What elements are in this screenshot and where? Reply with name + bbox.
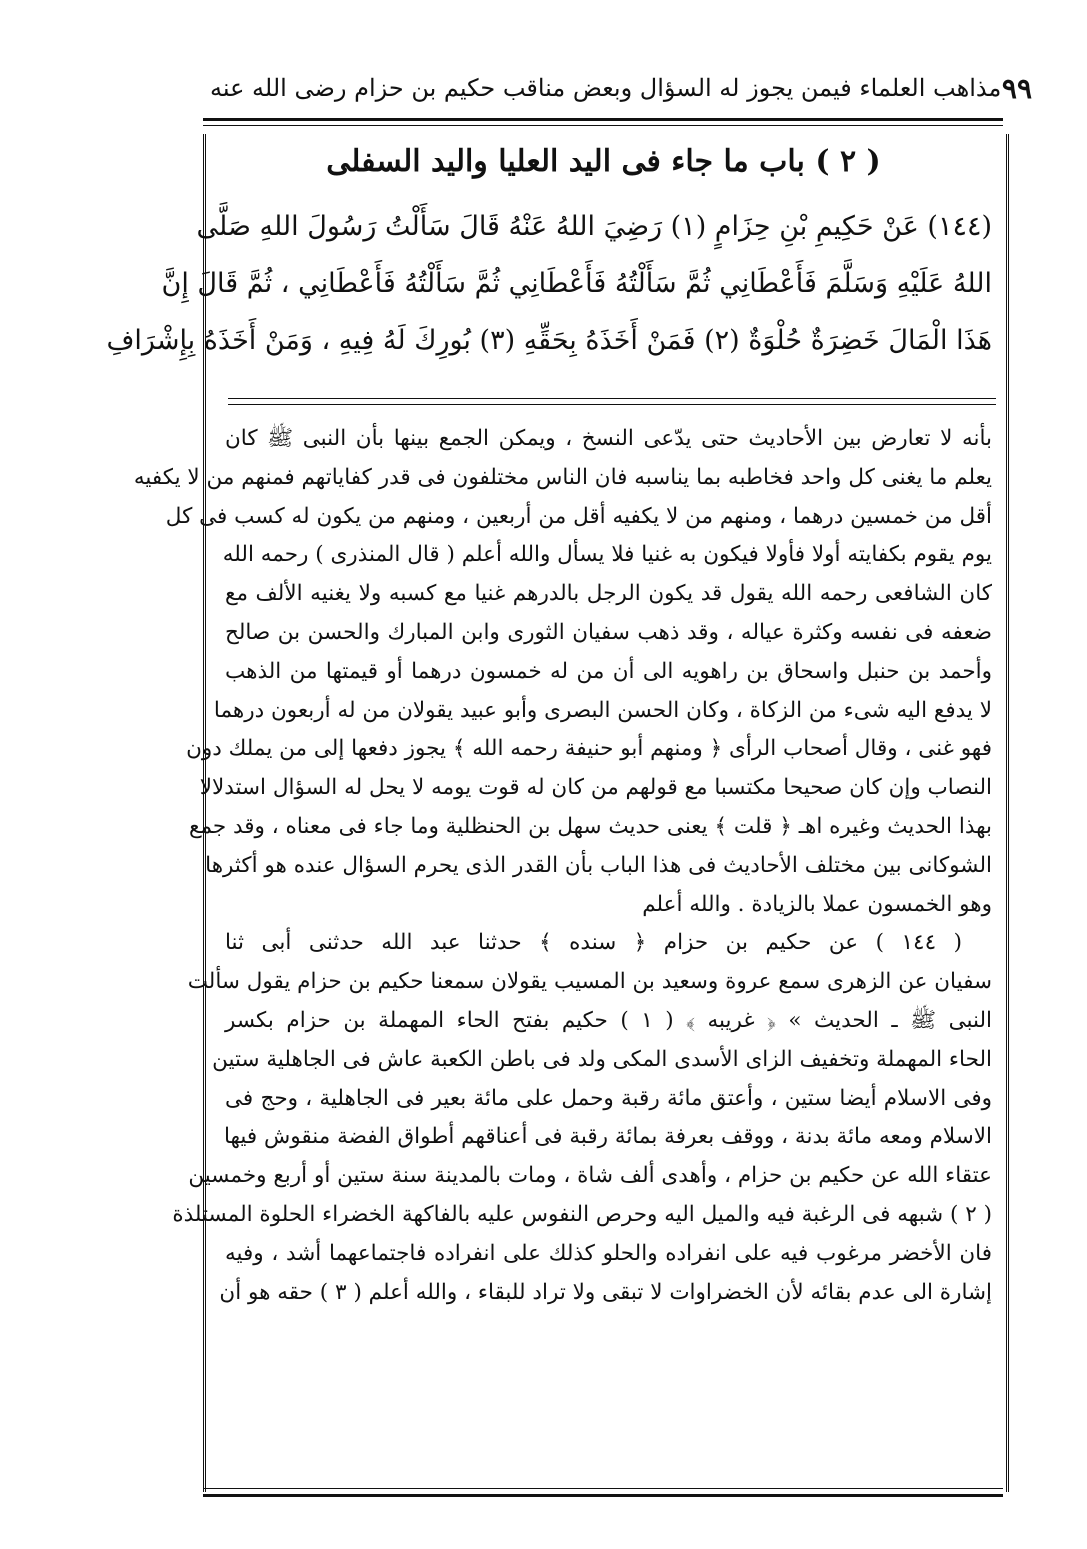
commentary-line: وأحمد بن حنبل واسحاق بن راهويه الى أن من له خمسون درهما أو قيمتها من الذهب — [225, 658, 992, 684]
header-rule-thin — [203, 125, 1003, 126]
hadith-line: اللهُ عَلَيْهِ وَسَلَّمَ فَأَعْطَانِي ثُمَّ سَأَلْتُهُ فَأَعْطَانِي ثُمَّ سَأَلْتُهُ فَأَعْطَانِي ، ثُمَّ قَالَ إِنَّ — [161, 268, 992, 299]
commentary-text — [133, 420, 992, 1312]
commentary-line: الاسلام ومعه مائة بدنة ، ووقف بعرفة بمائة رقبة فى أعناقهم أطواق الفضة منقوش فيها — [223, 1124, 992, 1150]
separator-rule-bottom — [228, 404, 996, 405]
commentary-line: إشارة الى عدم بقائه لأن الخضراوات لا تبقى ولا تراد للبقاء ، والله أعلم ( ٣ ) حقه هو أن — [219, 1279, 992, 1305]
commentary-line: النصاب وإن كان صحيحا مكتسبا مع قولهم من كان له قوت يومه لا يحل له السؤال استدلالا — [199, 775, 992, 801]
commentary-line: وفى الاسلام أيضا ستين ، وأعتق مائة رقبة وحمل على مائة بعير فى الجاهلية ، وحج فى — [225, 1085, 992, 1111]
commentary-line: بهذا الحديث وغيره اهـ ﴿ قلت ﴾ يعنى حديث سهل بن الحنظلية وما جاء فى معناه ، وقد جمع — [189, 813, 992, 839]
commentary-line: أقل من خمسين درهما ، ومنهم من لا يكفيه أقل من أربعين ، ومنهم من يكون له كسب فى كل — [165, 503, 992, 529]
commentary-line: لا يدفع اليه شىء من الزكاة ، وكان الحسن البصرى وأبو عبيد يقولان من له أربعون درهما — [213, 697, 992, 723]
separator-rule-top — [228, 398, 996, 399]
footer-rule-thick — [203, 1494, 1003, 1497]
running-title: مذاهب العلماء فيمن يجوز له السؤال وبعض مناقب حكيم بن حزام رضى الله عنه — [210, 74, 1002, 102]
commentary-line: ضعفه فى نفسه وكثرة عياله ، وقد ذهب سفيان الثورى وابن المبارك والحسن بن صالح — [225, 619, 992, 645]
commentary-line: يوم يقوم بكفايته أولا فأولا فيكون به غنيا فلا يسأل والله أعلم ( قال المنذرى ) رحمه الله — [222, 542, 992, 568]
header-rule-thick — [203, 118, 1003, 121]
hadith-line: (١٤٤) عَنْ حَكِيمِ بْنِ حِزَامٍ (١) رَضِيَ اللهُ عَنْهُ قَالَ سَأَلْتُ رَسُولَ اللهِ صَلَّى — [196, 211, 992, 242]
commentary-line: الشوكانى بين مختلف الأحاديث فى هذا الباب بأن القدر الذى يحرم السؤال عنده هو أكثرها — [205, 852, 992, 878]
commentary-line: الحاء المهملة وتخفيف الزاى الأسدى المكى ولد فى باطن الكعبة عاش فى الجاهلية ستين — [212, 1046, 992, 1072]
commentary-line: فهو غنى ، وقال أصحاب الرأى ﴿ ومنهم أبو حنيفة رحمه الله ﴾ يجوز دفعها إلى من يملك دون — [186, 736, 992, 762]
commentary-line: فان الأخضر مرغوب فيه على انفراده والحلو كذلك على انفراده فاجتماعهما أشد ، وفيه — [225, 1240, 992, 1266]
commentary-line: يعلم ما يغنى كل واحد فخاطبه بما يناسبه فان الناس مختلفون فى قدر كفاياتهم فمنهم من لا يكفيه — [133, 464, 992, 490]
commentary-line: بأنه لا تعارض بين الأحاديث حتى يدّعى النسخ ، ويمكن الجمع بينها بأن النبى ﷺ كان — [225, 426, 992, 451]
commentary-line: النبى ﷺ ـ الحديث » ﴿ غريبه ﴾ ( ١ ) حكيم بفتح الحاء المهملة بن حزام بكسر — [225, 1007, 992, 1033]
commentary-line: ( ١٤٤ ) عن حكيم بن حزام ﴿ سنده ﴾ حدثنا عبد الله حدثنى أبى ثنا — [225, 930, 962, 956]
commentary-line: ( ٢ ) شبهه فى الرغبة فيه والميل اليه وحرص النفوس عليه بالفاكهة الخضراء الحلوة المستلذة — [172, 1201, 992, 1227]
page-number: ٩٩ — [1001, 71, 1032, 105]
hadith-line: هَذَا الْمَالَ خَضِرَةٌ حُلْوَةٌ (٢) فَمَنْ أَخَذَهُ بِحَقِّهِ (٣) بُورِكَ لَهُ فِيهِ ، وَمَنْ أَخَذَهُ بِإِشْرَافِ — [106, 325, 992, 356]
commentary-line: وهو الخمسون عملا بالزيادة . والله أعلم — [642, 891, 992, 917]
section-title: ( ٢ ) باب ما جاء فى اليد العليا واليد السفلى — [326, 144, 881, 179]
running-head — [210, 66, 1032, 110]
commentary-line: سفيان عن الزهرى سمع عروة وسعيد بن المسيب يقولان سمعنا حكيم بن حزام يقول سألت — [187, 969, 992, 995]
commentary-line: كان الشافعى رحمه الله يقول قد يكون الرجل بالدرهم غنيا مع كسبه ولا يغنيه الألف مع — [225, 581, 992, 607]
hadith-text — [106, 198, 992, 369]
footer-rule-thin — [203, 1488, 1003, 1489]
commentary-line: عتقاء الله عن حكيم بن حزام ، وأهدى ألف شاة ، ومات بالمدينة سنة ستين أو أربع وخمسين — [188, 1163, 992, 1189]
